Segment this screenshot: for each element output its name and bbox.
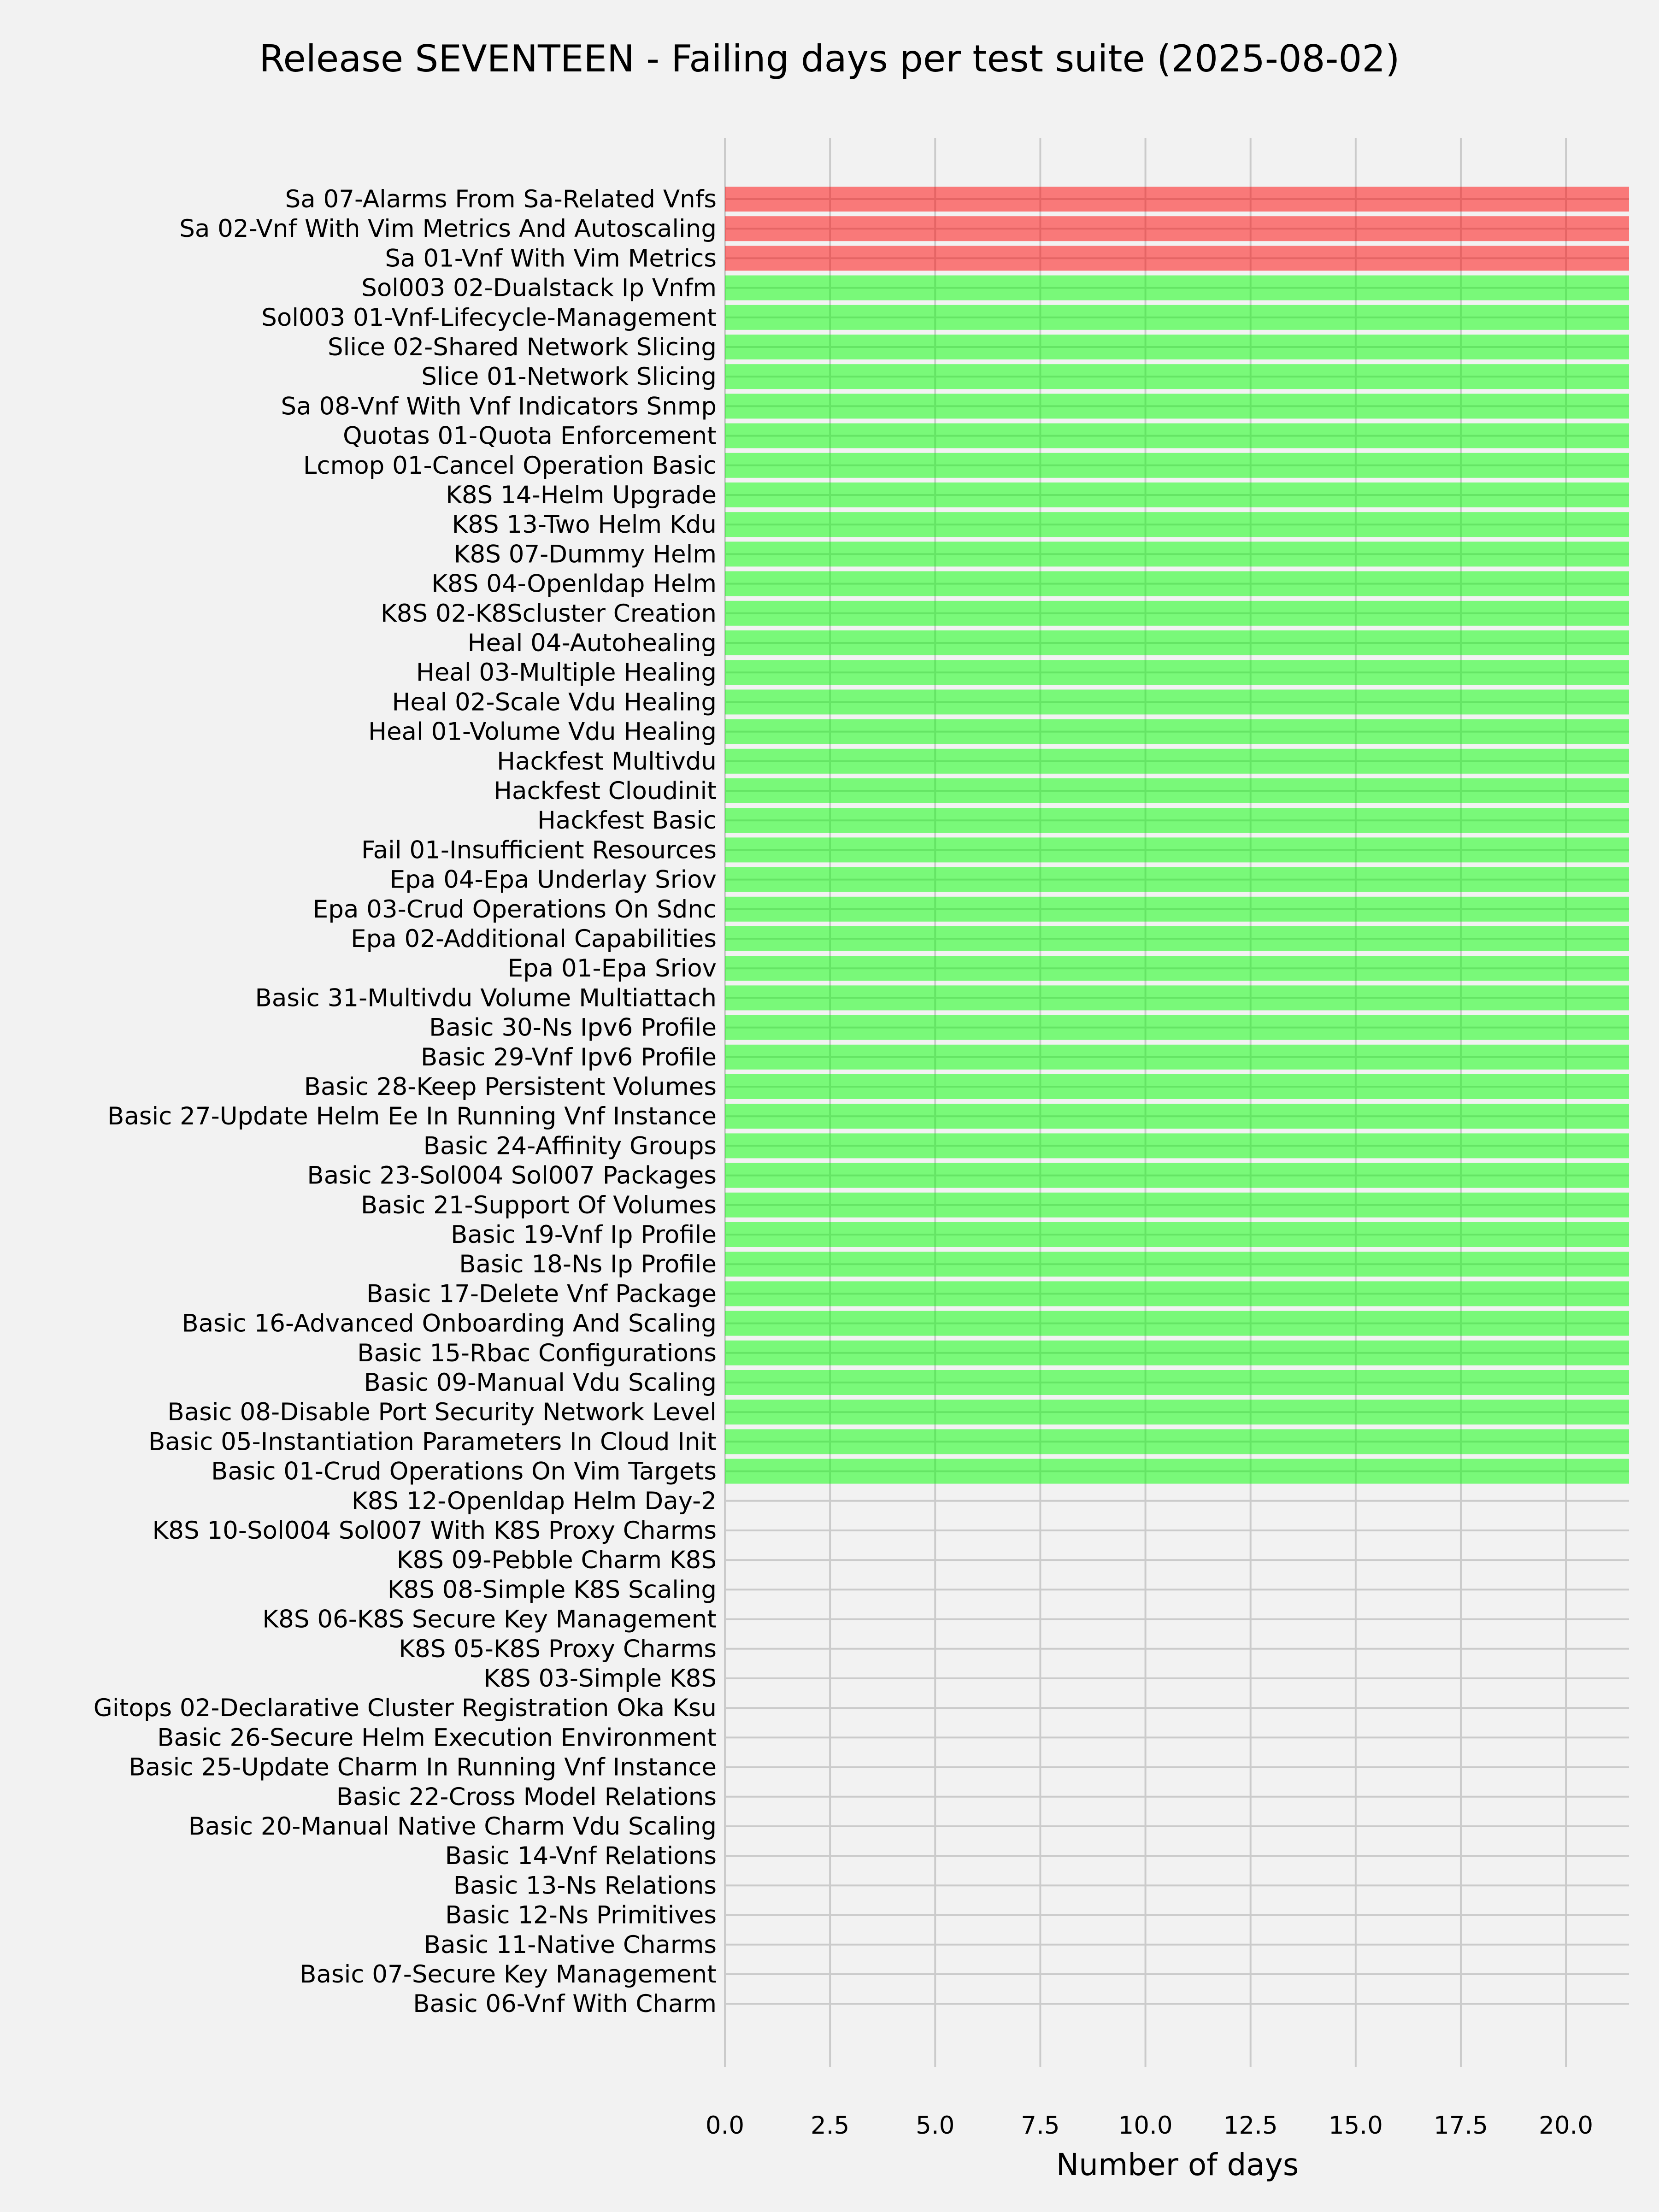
bar: [725, 512, 1629, 537]
bar: [725, 1281, 1629, 1306]
bar: [725, 1015, 1629, 1040]
bar: [725, 1163, 1629, 1188]
y-tick-label: Basic 24-Affinity Groups: [423, 1132, 717, 1160]
bar: [725, 689, 1629, 714]
bar: [725, 335, 1629, 359]
y-tick-label: Basic 12-Ns Primitives: [445, 1901, 717, 1930]
bar: [725, 482, 1629, 507]
y-tick-label: Sa 02-Vnf With Vim Metrics And Autoscaling: [179, 215, 717, 243]
y-tick-label: Sol003 02-Dualstack Ip Vnfm: [361, 274, 717, 302]
bar: [725, 541, 1629, 566]
y-tick-label: K8S 07-Dummy Helm: [453, 540, 717, 569]
bar: [725, 276, 1629, 300]
x-tick-label: 2.5: [810, 2112, 850, 2140]
y-tick-label: K8S 02-K8Scluster Creation: [381, 599, 717, 628]
y-tick-label: Heal 01-Volume Vdu Healing: [368, 718, 717, 746]
y-tick-label: Basic 07-Secure Key Management: [300, 1960, 717, 1988]
bar: [725, 749, 1629, 774]
y-tick-label: Epa 01-Epa Sriov: [507, 954, 717, 983]
bar: [725, 660, 1629, 685]
y-tick-label: Heal 03-Multiple Healing: [416, 659, 717, 687]
y-tick-label: K8S 09-Pebble Charm K8S: [396, 1546, 717, 1575]
bar: [725, 808, 1629, 833]
bar: [725, 778, 1629, 803]
y-tick-label: Basic 28-Keep Persistent Volumes: [304, 1073, 717, 1101]
y-tick-label: K8S 05-K8S Proxy Charms: [399, 1635, 717, 1663]
x-tick-label: 0.0: [705, 2112, 745, 2140]
y-tick-label: K8S 03-Simple K8S: [483, 1665, 717, 1693]
y-tick-label: Hackfest Multivdu: [497, 747, 717, 776]
x-tick-label: 7.5: [1021, 2112, 1060, 2140]
bar: [725, 1222, 1629, 1247]
x-tick-label: 5.0: [916, 2112, 955, 2140]
y-tick-label: Epa 03-Crud Operations On Sdnc: [312, 895, 717, 924]
y-tick-label: Basic 20-Manual Native Charm Vdu Scaling: [188, 1812, 717, 1841]
bar: [725, 1104, 1629, 1129]
bar: [725, 1193, 1629, 1218]
y-tick-label: Hackfest Cloudinit: [494, 777, 717, 805]
y-tick-label: Basic 17-Delete Vnf Package: [366, 1280, 717, 1308]
bar: [725, 719, 1629, 744]
y-tick-label: Basic 29-Vnf Ipv6 Profile: [421, 1043, 717, 1071]
bar: [725, 1429, 1629, 1454]
y-tick-label: Gitops 02-Declarative Cluster Registration Oka Ksu: [93, 1694, 717, 1723]
y-tick-label: Lcmop 01-Cancel Operation Basic: [303, 451, 717, 480]
y-tick-label: Epa 04-Epa Underlay Sriov: [389, 865, 717, 894]
y-tick-label: Basic 15-Rbac Configurations: [357, 1339, 717, 1367]
bar: [725, 1311, 1629, 1336]
bar: [725, 1400, 1629, 1424]
y-tick-label: Sa 07-Alarms From Sa-Related Vnfs: [285, 185, 717, 213]
x-tick-label: 15.0: [1328, 2112, 1383, 2140]
y-tick-label: Basic 01-Crud Operations On Vim Targets: [211, 1457, 717, 1486]
y-tick-label: Basic 13-Ns Relations: [453, 1871, 717, 1900]
y-tick-label: K8S 08-Simple K8S Scaling: [387, 1576, 717, 1604]
bar: [725, 305, 1629, 330]
bar: [725, 394, 1629, 418]
y-tick-label: Heal 02-Scale Vdu Healing: [392, 688, 717, 717]
bar: [725, 424, 1629, 448]
bar: [725, 246, 1629, 271]
bar: [725, 1074, 1629, 1099]
bar: [725, 1341, 1629, 1365]
x-axis-label: Number of days: [1056, 2147, 1299, 2183]
y-tick-label: K8S 14-Helm Upgrade: [446, 481, 717, 509]
y-tick-label: Heal 04-Autohealing: [467, 629, 717, 657]
x-tick-label: 12.5: [1223, 2112, 1278, 2140]
y-tick-label: Basic 19-Vnf Ip Profile: [451, 1221, 717, 1249]
bar: [725, 985, 1629, 1010]
y-tick-label: Basic 16-Advanced Onboarding And Scaling: [182, 1309, 717, 1338]
y-tick-label: K8S 06-K8S Secure Key Management: [262, 1605, 717, 1634]
x-tick-labels: [706, 2112, 1593, 2140]
y-tick-label: Basic 30-Ns Ipv6 Profile: [429, 1013, 717, 1042]
bar: [725, 364, 1629, 389]
bar: [725, 926, 1629, 951]
bar: [725, 630, 1629, 655]
bar: [725, 453, 1629, 478]
y-tick-label: Slice 02-Shared Network Slicing: [327, 333, 717, 361]
bar: [725, 1045, 1629, 1070]
y-tick-label: Sa 01-Vnf With Vim Metrics: [385, 244, 717, 273]
y-tick-label: Basic 18-Ns Ip Profile: [459, 1250, 717, 1279]
bar: [725, 1459, 1629, 1484]
bar: [725, 1370, 1629, 1395]
y-tick-label: Basic 21-Support Of Volumes: [360, 1191, 717, 1219]
bar: [725, 1252, 1629, 1277]
y-tick-label: Basic 25-Update Charm In Running Vnf Instance: [129, 1753, 717, 1782]
y-tick-label: Basic 23-Sol004 Sol007 Packages: [307, 1161, 717, 1190]
y-tick-label: Basic 08-Disable Port Security Network Level: [167, 1398, 717, 1427]
bar: [725, 897, 1629, 922]
y-tick-label: Basic 22-Cross Model Relations: [336, 1783, 717, 1811]
x-tick-label: 10.0: [1118, 2112, 1173, 2140]
y-tick-label: Basic 09-Manual Vdu Scaling: [364, 1369, 717, 1397]
y-tick-label: K8S 12-Openldap Helm Day-2: [351, 1487, 717, 1515]
y-tick-label: Quotas 01-Quota Enforcement: [343, 422, 717, 450]
y-tick-label: K8S 13-Two Helm Kdu: [452, 511, 717, 539]
y-tick-label: Basic 26-Secure Helm Execution Environment: [157, 1724, 717, 1752]
y-tick-label: Basic 14-Vnf Relations: [445, 1842, 717, 1871]
y-tick-label: Basic 27-Update Helm Ee In Running Vnf Instance: [107, 1102, 717, 1131]
y-tick-label: Sol003 01-Vnf-Lifecycle-Management: [261, 303, 717, 332]
y-tick-label: Basic 31-Multivdu Volume Multiattach: [255, 984, 717, 1012]
y-tick-label: Slice 01-Network Slicing: [421, 363, 717, 391]
x-tick-label: 17.5: [1433, 2112, 1488, 2140]
y-tick-label: Epa 02-Additional Capabilities: [351, 925, 717, 953]
bar: [725, 956, 1629, 981]
y-tick-label: Basic 11-Native Charms: [424, 1930, 717, 1959]
y-tick-label: K8S 10-Sol004 Sol007 With K8S Proxy Charms: [152, 1517, 717, 1545]
bar: [725, 571, 1629, 596]
y-tick-label: Fail 01-Insufficient Resources: [361, 836, 717, 865]
y-tick-label: Basic 05-Instantiation Parameters In Cloud Init: [148, 1428, 717, 1456]
y-tick-label: Sa 08-Vnf With Vnf Indicators Snmp: [281, 392, 717, 421]
y-tick-label: K8S 04-Openldap Helm: [431, 570, 717, 598]
y-tick-label: Hackfest Basic: [537, 806, 717, 835]
bar: [725, 601, 1629, 626]
bar: [725, 837, 1629, 862]
chart-title: Release SEVENTEEN - Failing days per test suite (2025-08-02): [259, 37, 1400, 80]
bar: [725, 187, 1629, 212]
bar: [725, 1133, 1629, 1158]
bar: [725, 216, 1629, 241]
bar: [725, 867, 1629, 892]
y-tick-label: Basic 06-Vnf With Charm: [413, 1990, 717, 2018]
x-tick-label: 20.0: [1539, 2112, 1594, 2140]
